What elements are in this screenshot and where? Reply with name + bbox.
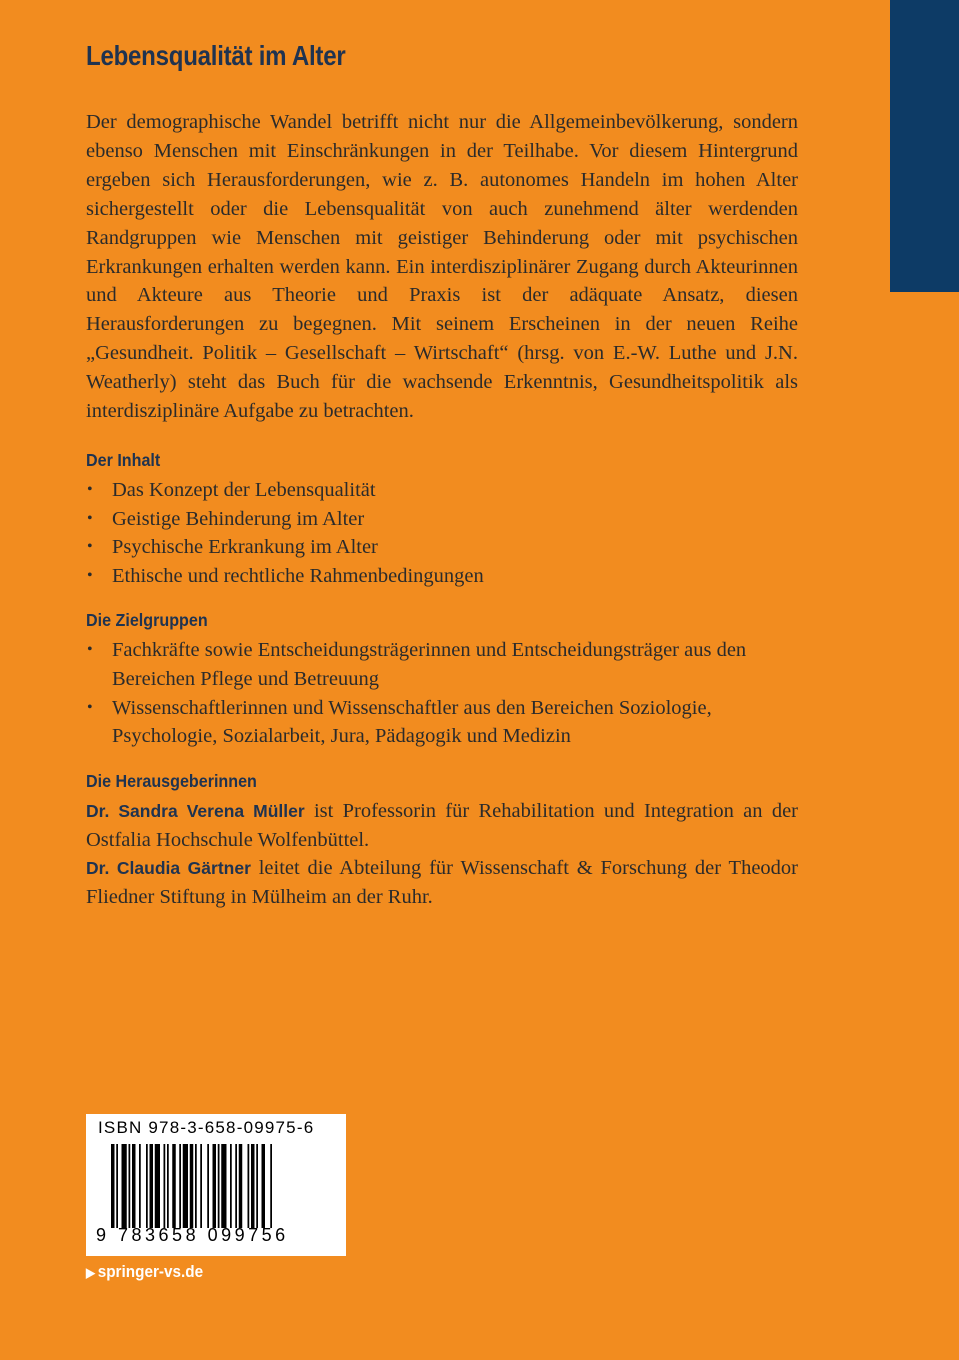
bullet-icon: • bbox=[87, 566, 93, 584]
barcode-bar bbox=[213, 1144, 217, 1228]
section-heading-herausgeberinnen: Die Herausgeberinnen bbox=[86, 770, 257, 791]
barcode-bar bbox=[248, 1144, 250, 1228]
list-item: • Das Konzept der Lebensqualität bbox=[86, 476, 798, 505]
barcode-bar bbox=[139, 1144, 141, 1228]
barcode-bar bbox=[150, 1144, 154, 1228]
barcode-bar bbox=[179, 1144, 181, 1228]
barcode-bar bbox=[239, 1144, 243, 1228]
intro-paragraph: Der demographische Wandel betrifft nicht nur die Allgemeinbevölkerung, sondern ebenso Menschen mit Einschränkungen in der Teilhabe. Vor diesem Hintergrund ergeben sich Herausforderungen, wie z. B. autonomes Handeln im hohen Alter sichergestellt oder die Lebensqualität von auch zunehmend älter werdenden Randgruppen wie Menschen mit geistiger Behinderung oder mit psychischen Erkrankungen erhalten werden kann. Ein interdisziplinärer Zugang durch Akteurinnen und Akteure aus Theorie und Praxis ist der adäquate Ansatz, diesen Herausforderungen zu begegnen. Mit seinem Erscheinen in der neuen Reihe „Gesundheit. Politik – Gesellschaft – Wirtschaft“ (hrsg. von E.-W. Luthe und J.N. Weatherly) steht das Buch für die wachsende Erkenntnis, Gesundheitspolitik als interdisziplinäre Aufgabe zu betrachten. bbox=[86, 111, 798, 423]
barcode-bars bbox=[111, 1144, 329, 1228]
barcode-bar bbox=[111, 1144, 115, 1228]
editor-bio-1: Dr. Sandra Verena Müller ist Professorin für Rehabilitation und Integration an der Ostfalia Hochschule Wolfenbüttel. bbox=[86, 799, 798, 851]
barcode-digits: 9 783658 099756 bbox=[96, 1225, 289, 1245]
barcode-bar bbox=[129, 1144, 131, 1228]
bullet-icon: • bbox=[87, 480, 93, 498]
bullet-icon: • bbox=[87, 509, 93, 527]
barcode-bar bbox=[235, 1144, 237, 1228]
barcode-bar bbox=[221, 1144, 226, 1228]
barcode-bar bbox=[164, 1144, 166, 1228]
play-arrow-icon: ▶ bbox=[86, 1265, 95, 1280]
barcode-bar bbox=[183, 1144, 188, 1228]
isbn-barcode bbox=[86, 1114, 346, 1256]
list-item: • Wissenschaftlerinnen und Wissenschaftler aus den Bereichen Soziologie, Psychologie, Sozialarbeit, Jura, Pädagogik und Medizin bbox=[86, 694, 798, 751]
barcode-bar bbox=[262, 1144, 266, 1228]
list-item: • Geistige Behinderung im Alter bbox=[86, 505, 798, 534]
bullet-icon: • bbox=[87, 538, 93, 556]
barcode-bar bbox=[155, 1144, 160, 1228]
editor-name: Dr. Claudia Gärtner bbox=[86, 858, 251, 879]
barcode-bar bbox=[190, 1144, 194, 1228]
barcode-bar bbox=[167, 1144, 169, 1228]
barcode-bar bbox=[195, 1144, 197, 1228]
barcode-bar bbox=[256, 1144, 258, 1228]
list-item: • Ethische und rechtliche Rahmenbedingungen bbox=[86, 562, 798, 591]
inhalt-list bbox=[86, 476, 798, 590]
barcode-bar bbox=[116, 1144, 118, 1228]
barcode-bar bbox=[230, 1144, 232, 1228]
section-heading-inhalt: Der Inhalt bbox=[86, 449, 161, 470]
list-item: • Fachkräfte sowie Entscheidungsträgerinnen und Entscheidungsträger aus den Bereichen Pflege und Betreuung bbox=[86, 636, 798, 693]
back-cover-content bbox=[86, 36, 798, 912]
book-title: Lebensqualität im Alter bbox=[86, 40, 346, 71]
barcode-bar bbox=[218, 1144, 220, 1228]
list-item: • Psychische Erkrankung im Alter bbox=[86, 533, 798, 562]
editor-name: Dr. Sandra Verena Müller bbox=[86, 800, 305, 821]
bullet-icon: • bbox=[87, 698, 93, 716]
publisher-website[interactable]: ▶ springer-vs.de bbox=[86, 1262, 204, 1281]
editor-bio-2: Dr. Claudia Gärtner leitet die Abteilung für Wissenschaft & Forschung der Theodor Fliedner Stiftung in Mülheim an der Ruhr. bbox=[86, 857, 798, 909]
barcode-bar bbox=[200, 1144, 202, 1228]
section-heading-zielgruppen: Die Zielgruppen bbox=[86, 610, 208, 631]
barcode-bar bbox=[172, 1144, 176, 1228]
barcode-bar bbox=[251, 1144, 255, 1228]
barcode-bar bbox=[146, 1144, 148, 1228]
zielgruppen-list bbox=[86, 636, 798, 750]
barcode-bar bbox=[122, 1144, 127, 1228]
bullet-icon: • bbox=[87, 641, 93, 659]
accent-bar bbox=[890, 0, 959, 292]
barcode-bar bbox=[132, 1144, 136, 1228]
barcode-bar bbox=[270, 1144, 272, 1228]
barcode-bar bbox=[207, 1144, 209, 1228]
isbn-label: ISBN 978-3-658-09975-6 bbox=[98, 1118, 315, 1137]
